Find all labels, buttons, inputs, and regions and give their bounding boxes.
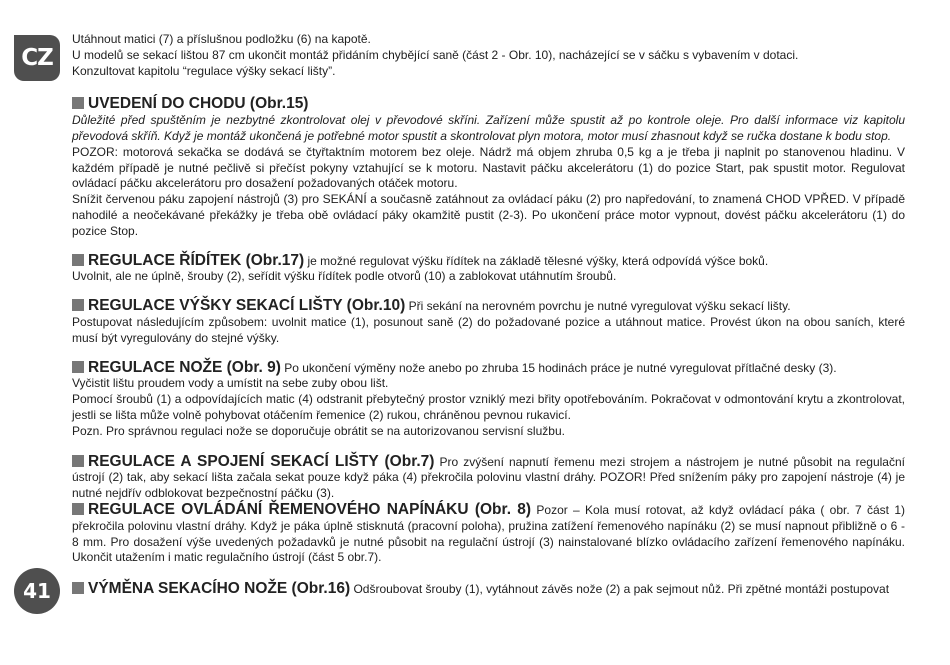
section <box>72 360 905 440</box>
section-body: Uvolnit, ale ne úplně, šrouby (2), seřídit výšku řídítek podle otvorů (10) a zablokovat utáhnutím šroubů. <box>72 269 617 284</box>
intro-line: Utáhnout matici (7) a příslušnou podložku (6) na kapotě. <box>72 32 371 46</box>
section-lead: Pozor – Kola musí rotovat, až když ovládací páka ( obr. 7 část 1) překročila polovinu vlastní dráhy. Když je páka úplně stisknutá (pracovní poloha), pružina zatížení řemenového napínáku (2) se musí napnout přibližně o 6 - 8 mm. Pro dosažení výše uvedených požadavků je nutné působit na regulační ústrojí (3) nainstalované blízko ovládacího zařízení řemenového napínáku. Ukončit utažením i matic regulačního ústrojí (část 5 obr.7). <box>72 502 905 565</box>
bullet-square-icon <box>72 455 84 467</box>
bullet-square-icon <box>72 254 84 266</box>
bullet-square-icon <box>72 582 84 594</box>
bullet-square-icon <box>72 97 84 109</box>
section <box>72 298 905 346</box>
section-title: REGULACE OVLÁDÁNÍ ŘEMENOVÉHO NAPÍNÁKU (Obr. 8) <box>88 500 532 518</box>
section-title: REGULACE ŘÍDÍTEK (Obr.17) <box>88 251 305 269</box>
section-title: REGULACE A SPOJENÍ SEKACÍ LIŠTY (Obr.7) <box>88 452 435 470</box>
section-body: Pomocí šroubů (1) a odpovídajících matic (4) odstranit přebytečný prostor vzniklý mezi břity opotřebováním. Pokračovat v odmontování krytu a zkontrolovat, jestli se lišta může volně pohybovat otáčením řemenice (2) rukou, chráněnou pevnou rukavicí. <box>72 392 905 422</box>
section-title: REGULACE NOŽE (Obr. 9) <box>88 358 281 376</box>
section-body: Pozn. Pro správnou regulaci nože se doporučuje obrátit se na autorizovanou servisní službu. <box>72 423 565 438</box>
section-note: Důležité před spuštěním je nezbytné zkontrolovat olej v převodové skříni. Zařízení může spustit až po kontrole oleje. Pro další informace viz kapitolu převodová skříň. Když je montáž ukončená je potřebné motor spustit a skontrolovat plyn motora, motor musí zhasnout když se ručka dostane k bodu stop. <box>72 113 905 143</box>
section <box>72 454 905 502</box>
bullet-square-icon <box>72 361 84 373</box>
intro-line: U modelů se sekací lištou 87 cm ukončit montáž přidáním chybějící saně (část 2 - Obr. 10), nacházející se v sáčku s vybavením v dotaci. <box>72 47 799 62</box>
section-heading-paragraph <box>72 96 905 113</box>
section <box>72 502 905 566</box>
document-body <box>72 32 905 598</box>
section-heading-paragraph <box>72 360 905 377</box>
section-heading-paragraph <box>72 454 905 502</box>
section-lead: Pro zvýšení napnutí řemenu mezi strojem a nástrojem je nutné působit na regulační ústrojí (2) tak, aby sekací lišta začala sekat pouze když páka (4) překročila polovinu vlastní dráhy. POZOR! Před snížením páky pro zapojení nástroje (4) je nutné nejdřív odblokovat bezpečnostní páčku (3). <box>72 454 905 501</box>
section-body: POZOR: motorová sekačka se dodává se čtyřtaktním motorem bez oleje. Nádrž má objem zhruba 0,5 kg a je třeba ji naplnit po stanovenou hladinu. V každém případě je nutné pečlivě si přečíst pokyny vztahující se k motoru. Nastavit páčku akcelerátoru (1) do pozice Start, pak spustit motor. Regulovat ovládací páčku akcelerátoru pro dosažení požadovaných otáček motoru. <box>72 144 905 191</box>
section <box>72 96 905 239</box>
section-body: Vyčistit lištu proudem vody a umístit na sebe zuby obou lišt. <box>72 376 389 391</box>
section-title: UVEDENÍ DO CHODU (Obr.15) <box>88 95 309 113</box>
page-number: 41 <box>14 568 60 614</box>
bullet-square-icon <box>72 299 84 311</box>
section <box>72 581 905 598</box>
section-body: Postupovat následujícím způsobem: uvolnit matice (1), posunout saně (2) do požadované pozice a utáhnout matice. Provést úkon na obou saních, které musí být vyregulovány do stejné výšky. <box>72 314 905 345</box>
section-heading-paragraph <box>72 581 905 598</box>
section-lead: je možné regulovat výšku řídítek na základě tělesné výšky, která odpovídá výšce boků. <box>304 253 769 268</box>
section-body: Snížit červenou páku zapojení nástrojů (3) pro SEKÁNÍ a současně zatáhnout za ovládací páku (2) pro napředování, to znamená CHOD VPŘED. V případě nahodilé a neočekávané překážky je třeba obě ovládací páky okamžitě pustit (2-3). Po ukončení práce motor vypnout, dovést páčku akcelerátoru (1) do pozice Stop. <box>72 192 905 238</box>
section-lead: Po ukončení výměny nože anebo po zhruba 15 hodinách práce je nutné vyregulovat přítlačné desky (3). <box>280 360 837 375</box>
section-lead: Při sekání na nerovném povrchu je nutné vyregulovat výšku sekací lišty. <box>405 299 791 314</box>
intro-line: Konzultovat kapitolu “regulace výšky sekací lišty”. <box>72 63 336 78</box>
section-heading-paragraph <box>72 253 905 270</box>
language-badge: CZ <box>14 35 60 81</box>
section-lead: Odšroubovat šrouby (1), vytáhnout závěs nože (2) a pak sejmout nůž. Při zpětné montáži postupovat <box>350 582 890 597</box>
section-heading-paragraph <box>72 502 905 566</box>
section-title: REGULACE VÝŠKY SEKACÍ LIŠTY (Obr.10) <box>88 297 406 315</box>
section-title: VÝMĚNA SEKACÍHO NOŽE (Obr.16) <box>88 580 351 598</box>
section-heading-paragraph <box>72 298 905 315</box>
bullet-square-icon <box>72 503 84 515</box>
section <box>72 253 905 286</box>
